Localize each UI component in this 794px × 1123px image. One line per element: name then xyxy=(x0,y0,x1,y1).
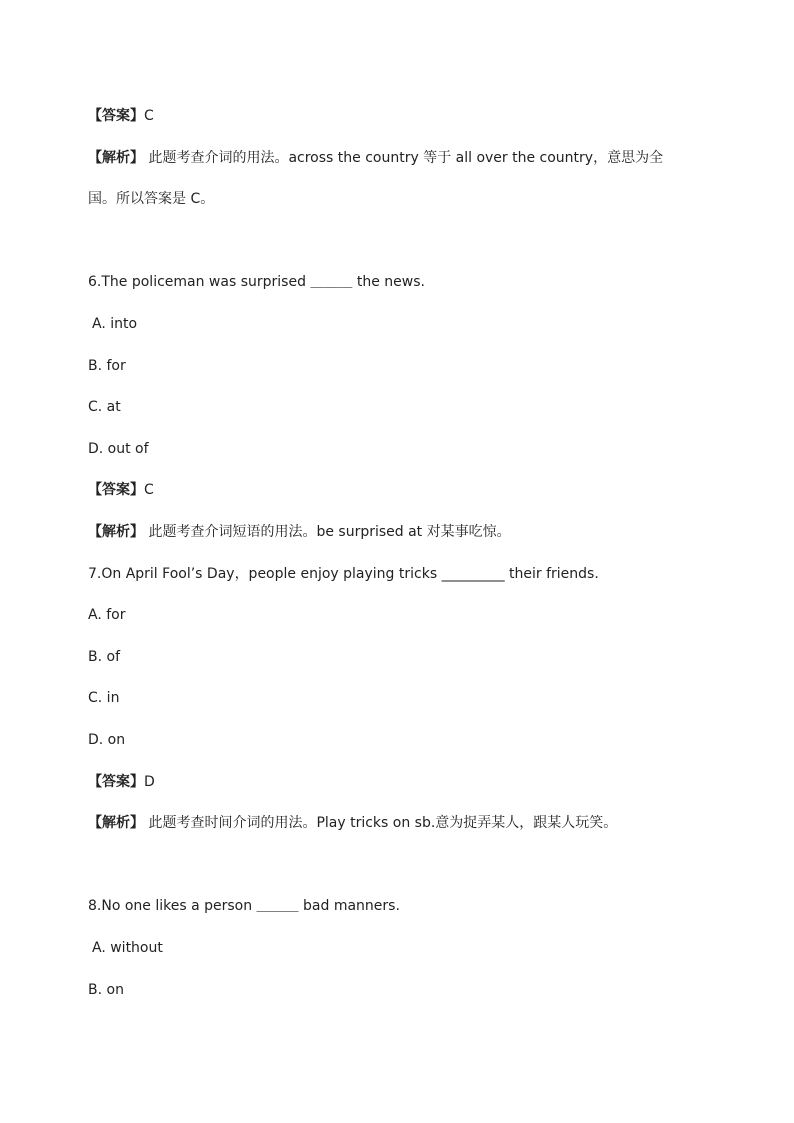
q6-answer xyxy=(88,480,154,500)
q5-analysis-label: 【解析】 xyxy=(88,150,144,166)
q7-option-c: C. in xyxy=(88,690,120,706)
q6-answer-value: C xyxy=(144,482,154,498)
q8-option-a: A. without xyxy=(92,940,163,956)
q5-answer-value: C xyxy=(144,108,154,124)
q7-answer-value: D xyxy=(144,774,155,790)
q7-option-a: A. for xyxy=(88,607,126,623)
q5-answer-label: 【答案】 xyxy=(88,108,144,124)
q6-option-c: C. at xyxy=(88,399,121,415)
q6-analysis-label: 【解析】 xyxy=(88,524,144,540)
q5-analysis xyxy=(88,148,663,168)
q6-stem: 6.The policeman was surprised ＿＿＿ the news. xyxy=(88,274,425,290)
q7-analysis-text: 此题考查时间介词的用法。Play tricks on sb.意为捉弄某人，跟某人玩笑。 xyxy=(144,815,618,831)
q8-stem: 8.No one likes a person ＿＿＿ bad manners. xyxy=(88,898,400,914)
q7-analysis-label: 【解析】 xyxy=(88,815,144,831)
q6-option-a: A. into xyxy=(92,316,138,332)
q8-option-b: B. on xyxy=(88,982,124,998)
q7-option-d: D. on xyxy=(88,732,126,748)
q6-option-d: D. out of xyxy=(88,441,149,457)
q7-stem xyxy=(88,564,599,584)
q7-answer xyxy=(88,772,155,792)
q5-answer xyxy=(88,106,154,126)
q7-stem-before: 7.On April Fool’s Day，people enjoy playing tricks xyxy=(88,566,442,582)
q5-analysis-text: 此题考查介词的用法。across the country 等于 all over the country，意思为全 xyxy=(144,150,664,166)
q6-answer-label: 【答案】 xyxy=(88,482,144,498)
q5-analysis-continued: 国。所以答案是 C。 xyxy=(88,191,215,207)
q6-option-b: B. for xyxy=(88,358,126,374)
q7-blank: _________ xyxy=(441,566,505,582)
q6-analysis xyxy=(88,522,511,542)
q7-stem-after: their friends. xyxy=(504,566,599,582)
q7-option-b: B. of xyxy=(88,649,120,665)
q7-answer-label: 【答案】 xyxy=(88,774,144,790)
q6-analysis-text: 此题考查介词短语的用法。be surprised at 对某事吃惊。 xyxy=(144,524,511,540)
q7-analysis xyxy=(88,813,617,833)
